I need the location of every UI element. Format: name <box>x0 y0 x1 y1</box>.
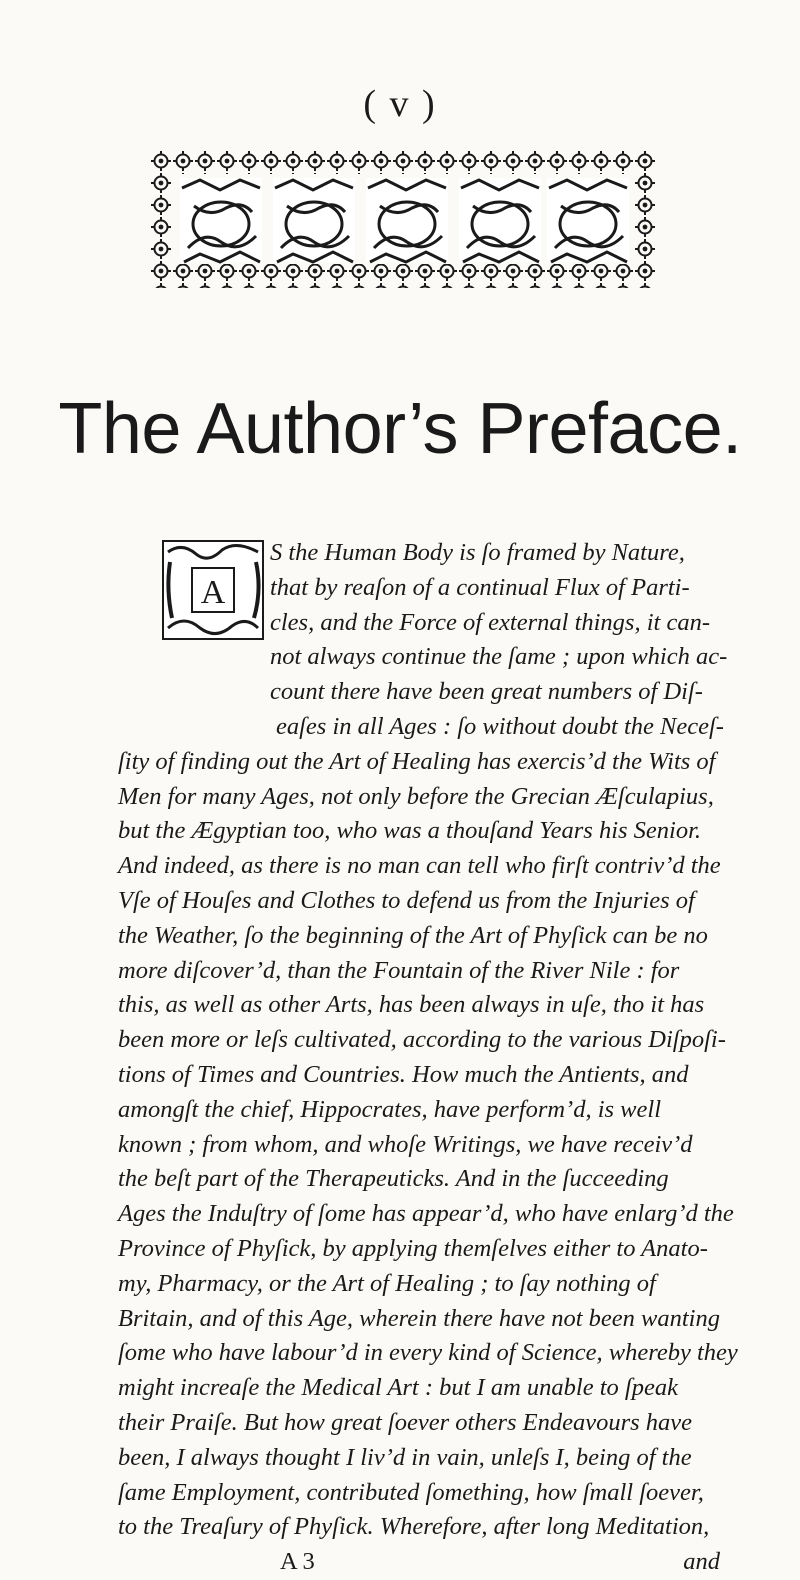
body-line: the Weather, ſo the beginning of the Art of Phyſick can be no <box>118 921 708 949</box>
body-line: Ages the Induſtry of ſome has appear’d, who have enlarg’d the <box>118 1200 734 1228</box>
body-line: been more or leſs cultivated, according to the various Diſpoſi- <box>118 1026 726 1054</box>
body-line: but the Ægyptian too, who was a thouſand Years his Senior. <box>118 817 702 845</box>
body-line: Britain, and of this Age, wherein there have not been wanting <box>118 1304 720 1332</box>
body-line: not always continue the ſame ; upon which ac- <box>270 643 728 671</box>
body-line: And indeed, as there is no man can tell who firſt contriv’d the <box>118 852 721 880</box>
body-line: Vſe of Houſes and Clothes to defend us from the Injuries of <box>118 886 695 914</box>
body-line: my, Pharmacy, or the Art of Healing ; to ſay nothing of <box>118 1269 656 1297</box>
catchword: and <box>683 1548 720 1576</box>
page-title: The Author’s Preface. <box>58 389 742 469</box>
body-line: count there have been great numbers of Diſ- <box>270 678 703 706</box>
signature-mark: A 3 <box>280 1548 315 1576</box>
body-line: to the Treaſury of Phyſick. Wherefore, after long Meditation, <box>118 1513 710 1541</box>
body-line: amongſt the chief, Hippocrates, have perform’d, is well <box>118 1095 661 1123</box>
body-line: tions of Times and Countries. How much the Antients, and <box>118 1060 689 1088</box>
body-line: more diſcover’d, than the Fountain of the River Nile : for <box>118 956 680 984</box>
body-line: ſame Employment, contributed ſomething, how ſmall ſoever, <box>118 1478 704 1506</box>
preface-body <box>118 536 738 1580</box>
body-line: this, as well as other Arts, has been always in uſe, tho it has <box>118 991 705 1019</box>
body-line: their Praiſe. But how great ſoever others Endeavours have <box>118 1408 693 1436</box>
head-ornament <box>150 150 655 288</box>
body-line: Men for many Ages, not only before the Grecian Æſculapius, <box>118 782 714 810</box>
drop-cap-letter: A <box>200 574 226 611</box>
page-number: ( v ) <box>363 83 437 125</box>
body-line: ſity of finding out the Art of Healing has exercis’d the Wits of <box>118 747 716 775</box>
body-line: S the Human Body is ſo framed by Nature, <box>270 539 685 566</box>
page-footer-line <box>118 1545 728 1580</box>
body-line: that by reaſon of a continual Flux of Parti- <box>270 573 690 601</box>
body-line: the beſt part of the Therapeuticks. And in the ſucceeding <box>118 1165 669 1193</box>
body-line: cles, and the Force of external things, it can- <box>270 608 710 636</box>
body-line: Province of Phyſick, by applying themſelves either to Anato- <box>118 1234 708 1262</box>
body-line: might increaſe the Medical Art : but I am unable to ſpeak <box>118 1374 678 1402</box>
body-line: been, I always thought I liv’d in vain, unleſs I, being of the <box>118 1443 692 1471</box>
body-line: ſome who have labour’d in every kind of Science, whereby they <box>118 1339 738 1367</box>
body-line: known ; from whom, and whoſe Writings, we have receiv’d <box>118 1130 693 1158</box>
body-line: eaſes in all Ages : ſo without doubt the Neceſ- <box>276 712 724 740</box>
